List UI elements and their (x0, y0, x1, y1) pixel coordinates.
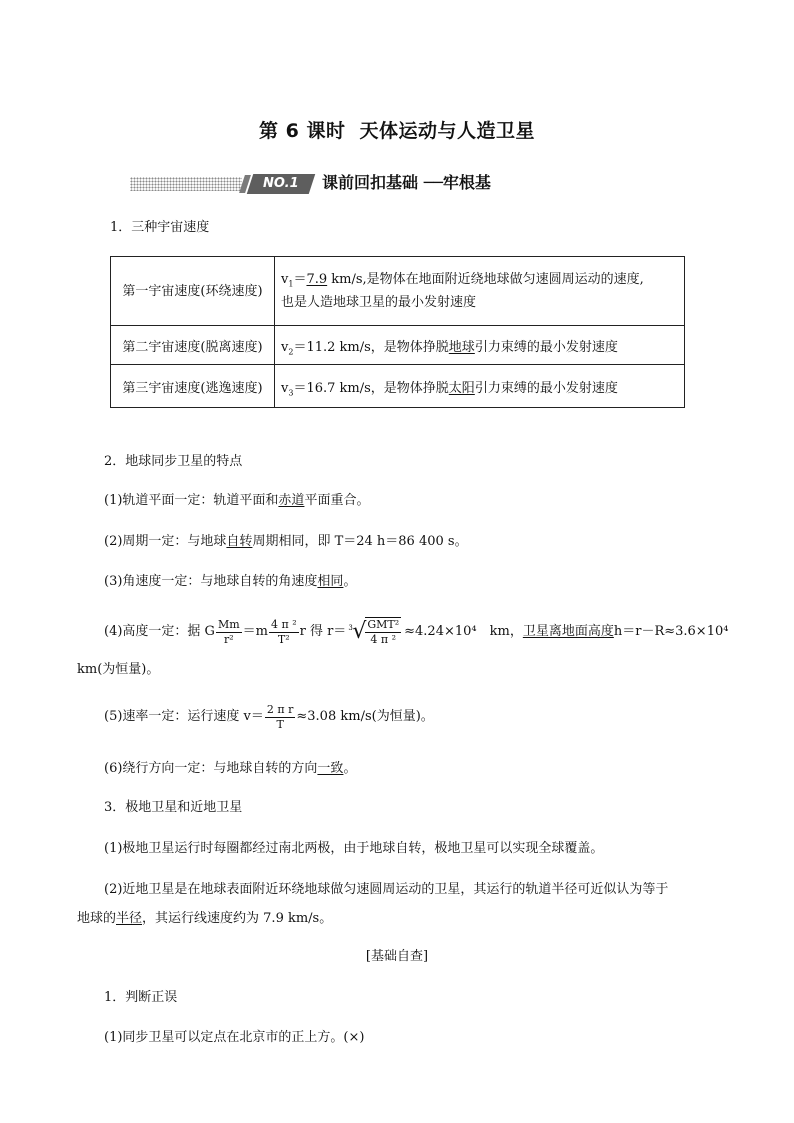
cube-root: 3 √ $\frac{\text{GMT²}}{\text{4 π ²}}$ (348, 618, 400, 646)
formula-line: (4)高度一定：据 G $\frac{Mm}{\text{r²}}$ ＝m $\frac{\text{4 π ²}}{\text{T²}}$ r 得 r＝ 3 √ $\frac{\text{GMT²}}{\text{4 π ²}}$ ≈4.24×10⁴ km， 卫星离地面高度 h＝r－R≈3.6×10⁴ (104, 617, 729, 646)
question: (1)同步卫星可以定点在北京市的正上方。(×) (104, 1030, 365, 1045)
speed-desc: $v_1=7.9$ km/s,是物体在地面附近绕地球做匀速圆周运动的速度, 也是人造地球卫星的最小发射速度 (275, 257, 685, 326)
table-row (111, 326, 685, 365)
cosmic-velocity-table (110, 256, 685, 408)
self-check-item: 1．判断正误 (104, 990, 178, 1005)
paragraph: (2)近地卫星是在地球表面附近环绕地球做匀速圆周运动的卫星，其运行的轨道半径可近似认为等于 (104, 882, 669, 897)
speed-name: 第一宇宙速度(环绕速度) (111, 257, 275, 326)
paragraph: (3)角速度一定：与地球自转的角速度相同。 (104, 574, 357, 589)
table-row (111, 257, 685, 326)
section-banner (130, 174, 510, 194)
page-title (0, 116, 794, 143)
banner-text: 课前回扣基础 ──牢根基 (322, 173, 491, 192)
fraction: $\frac{\text{4 π ²}}{\text{T²}}$ (270, 617, 297, 646)
paragraph: (6)绕行方向一定：与地球自转的方向一致。 (104, 761, 357, 776)
section3-heading: 3．极地卫星和近地卫星 (104, 800, 243, 815)
speed-desc: $v_3=16.7$ km/s，是物体挣脱太阳引力束缚的最小发射速度 (275, 365, 685, 408)
title-lesson: 第 6 课时 (259, 120, 346, 142)
formula-line: (5)速率一定：运行速度 v＝ $\frac{\text{2 π r}}{T}$ ≈3.08 km/s(为恒量)。 (104, 702, 434, 731)
section2-heading: 2．地球同步卫星的特点 (104, 454, 243, 469)
banner-tag: NO.1 (247, 174, 315, 194)
speed-name: 第三宇宙速度(逃逸速度) (111, 365, 275, 408)
fraction: $\frac{Mm}{\text{r²}}$ (217, 617, 240, 646)
paragraph-continued: km(为恒量)。 (77, 662, 160, 677)
paragraph: (1)极地卫星运行时每圈都经过南北两极，由于地球自转，极地卫星可以实现全球覆盖。 (104, 841, 604, 856)
paragraph: (2)周期一定：与地球自转周期相同，即 T＝24 h＝86 400 s。 (104, 534, 468, 549)
section1-heading: 1．三种宇宙速度 (110, 220, 210, 235)
title-topic: 天体运动与人造卫星 (359, 120, 535, 142)
speed-desc: $v_2=11.2$ km/s，是物体挣脱地球引力束缚的最小发射速度 (275, 326, 685, 365)
self-check-heading: [基础自查] (365, 949, 429, 964)
fraction: $\frac{\text{2 π r}}{T}$ (266, 702, 294, 731)
speed-name: 第二宇宙速度(脱离速度) (111, 326, 275, 365)
paragraph: (1)轨道平面一定：轨道平面和赤道平面重合。 (104, 493, 370, 508)
table-row (111, 365, 685, 408)
banner-dot-pattern (130, 177, 242, 191)
paragraph-continued: 地球的半径，其运行线速度约为 7.9 km/s。 (77, 911, 333, 926)
